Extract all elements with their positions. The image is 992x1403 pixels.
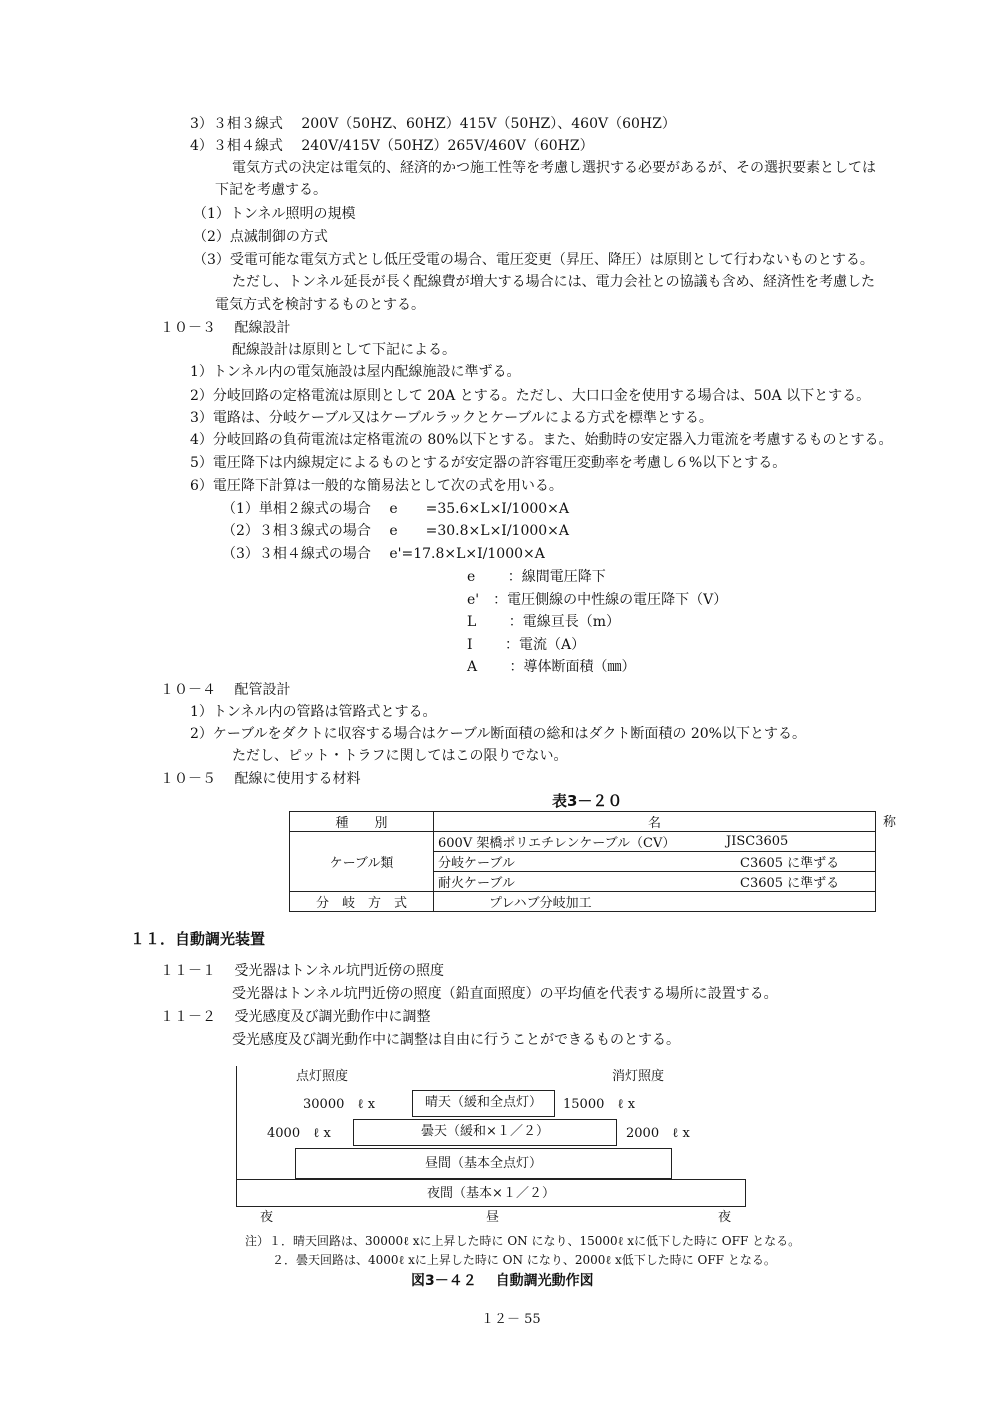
table-caption: 表3－２０ <box>552 792 623 810</box>
cable-group-cell: ケーブル類 <box>290 832 434 892</box>
list-item: 1）トンネル内の電気施設は屋内配線施設に準ずる。 <box>190 364 521 380</box>
paragraph-line: 下記を考慮する。 <box>215 182 327 198</box>
paragraph-line: ただし、トンネル延長が長く配線費が増大する場合には、電力会社との協議も含め、経済性を考慮した <box>232 274 876 290</box>
paragraph-line: ただし、ピット・トラフに関してはこの限りでない。 <box>232 748 568 764</box>
legend-line: I ：電流（A） <box>467 637 586 653</box>
cloudy-weather-box: 曇天（緩和×１／２） <box>353 1119 617 1146</box>
list-item: （3）受電可能な電気方式とし低圧受電の場合、電圧変更（昇圧、降圧）は原則として行わないものとする。 <box>193 252 874 268</box>
line-3-phase-3-wire: 3）３相３線式 200V（50HZ、60HZ）415V（50HZ）、460V（60HZ） <box>190 116 676 132</box>
materials-table <box>289 811 876 912</box>
table-header-row <box>290 812 876 832</box>
header-name: 名 <box>434 812 876 832</box>
axis-mid-label: 昼 <box>486 1210 500 1225</box>
cell-name: 分岐ケーブル <box>434 852 723 872</box>
line-3-phase-4-wire: 4）３相４線式 240V/415V（50HZ）265V/460V（60HZ） <box>190 138 594 154</box>
legend-line: A ：導体断面積（㎜） <box>467 659 636 675</box>
list-item: （1）トンネル照明の規模 <box>193 206 356 222</box>
list-item: 4）分岐回路の負荷電流は定格電流の 80%以下とする。また、始動時の安定器入力電流を考慮するものとする。 <box>190 432 893 448</box>
subsection-heading: １１－２ 受光感度及び調光動作中に調整 <box>160 1009 431 1025</box>
paragraph-line: 受光器はトンネル坑門近傍の照度（鉛直面照度）の平均値を代表する場所に設置する。 <box>232 986 778 1002</box>
on-illuminance-label: 点灯照度 <box>296 1069 349 1084</box>
branch-kind-cell: 分 岐 方 式 <box>290 892 434 912</box>
list-item: （2）点滅制御の方式 <box>193 229 328 245</box>
daytime-box: 昼間（基本全点灯） <box>295 1148 672 1179</box>
paragraph-line: 電気方式を検討するものとする。 <box>215 297 425 313</box>
diagram-note: ２．曇天回路は、4000ℓ xに上昇した時に ON になり、2000ℓ x低下した時に OFF となる。 <box>272 1253 776 1267</box>
list-item: 1）トンネル内の管路は管路式とする。 <box>190 704 437 720</box>
paragraph-line: 受光感度及び調光動作中に調整は自由に行うことができるものとする。 <box>232 1032 680 1048</box>
legend-line: e' ：電圧側線の中性線の電圧降下（V） <box>467 592 728 608</box>
section-heading: １０－４ 配管設計 <box>160 682 291 698</box>
night-box: 夜間（基本×１／２） <box>236 1179 746 1207</box>
header-name-tail: 称 <box>883 815 897 830</box>
axis-left-label: 夜 <box>260 1210 274 1225</box>
list-item: 6）電圧降下計算は一般的な簡易法として次の式を用いる。 <box>190 478 563 494</box>
formula-line: （3）３相４線式の場合 e'=17.8×L×I/1000×A <box>222 546 545 562</box>
page-number: １２－ 55 <box>481 1312 541 1327</box>
subsection-heading: １１－１ 受光器はトンネル坑門近傍の照度 <box>160 963 445 979</box>
cloudy-on-value: 4000 ℓ x <box>267 1126 331 1141</box>
section-title: １１．自動調光装置 <box>130 930 266 948</box>
figure-caption: 図3－４２ 自動調光動作図 <box>411 1273 594 1289</box>
cell-name: 耐火ケーブル <box>434 872 723 892</box>
formula-line: （2）３相３線式の場合 e =30.8×L×I/1000×A <box>222 523 570 539</box>
header-kind: 種 別 <box>290 812 434 832</box>
table-row <box>290 892 876 912</box>
formula-line: （1）単相２線式の場合 e =35.6×L×I/1000×A <box>222 501 570 517</box>
paragraph-line: 電気方式の決定は電気的、経済的かつ施工性等を考慮し選択する必要があるが、その選択要素としては <box>232 160 876 176</box>
cell-standard: C3605 に準ずる <box>722 872 876 892</box>
fine-off-value: 15000 ℓ x <box>563 1097 636 1112</box>
cell-standard: C3605 に準ずる <box>722 852 876 872</box>
cell-name: 600V 架橋ポリエチレンケーブル（CV） <box>434 832 723 852</box>
off-illuminance-label: 消灯照度 <box>612 1069 665 1084</box>
cloudy-off-value: 2000 ℓ x <box>626 1126 690 1141</box>
legend-line: e ：線間電圧降下 <box>467 569 606 585</box>
diagram-note: 注）１．晴天回路は、30000ℓ xに上昇した時に ON になり、15000ℓ xに低下した時に OFF となる。 <box>245 1234 801 1248</box>
section-heading: １０－５ 配線に使用する材料 <box>160 771 361 787</box>
list-item: 2）分岐回路の定格電流は原則として 20A とする。ただし、大口口金を使用する場合は、50A 以下とする。 <box>190 388 871 404</box>
fine-weather-box: 晴天（緩和全点灯） <box>412 1090 555 1117</box>
section-heading: １０－３ 配線設計 <box>160 320 291 336</box>
axis-right-label: 夜 <box>718 1210 732 1225</box>
branch-name-cell: プレハブ分岐加工 <box>434 892 876 912</box>
list-item: 2）ケーブルをダクトに収容する場合はケーブル断面積の総和はダクト断面積の 20%以下とする。 <box>190 726 806 742</box>
fine-on-value: 30000 ℓ x <box>303 1097 376 1112</box>
paragraph-line: 配線設計は原則として下記による。 <box>232 342 456 358</box>
list-item: 3）電路は、分岐ケーブル又はケーブルラックとケーブルによる方式を標準とする。 <box>190 410 713 426</box>
table-row <box>290 832 876 852</box>
legend-line: L ：電線亘長（m） <box>467 614 621 630</box>
list-item: 5）電圧降下は内線規定によるものとするが安定器の許容電圧変動率を考慮し６%以下とする。 <box>190 455 787 471</box>
cell-standard: JISC3605 <box>722 832 876 852</box>
